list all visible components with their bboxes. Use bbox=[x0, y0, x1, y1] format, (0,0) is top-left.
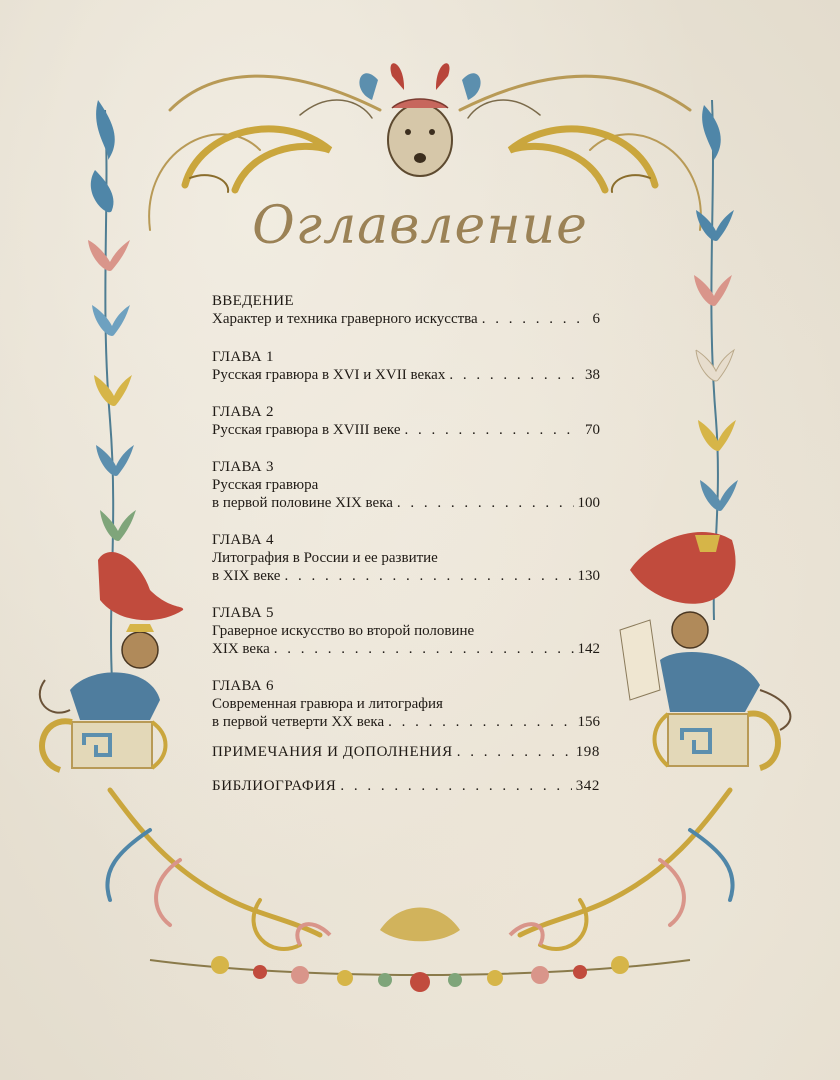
toc-entry-notes[interactable] bbox=[212, 743, 600, 761]
toc-line bbox=[212, 366, 600, 384]
toc-line bbox=[212, 567, 600, 585]
page-number: 38 bbox=[585, 367, 600, 383]
toc-line bbox=[212, 421, 600, 439]
leader-dots bbox=[388, 713, 573, 731]
right-pedestal bbox=[655, 714, 778, 768]
leader-dots bbox=[482, 310, 589, 328]
toc-line bbox=[212, 713, 600, 731]
page-number: 142 bbox=[577, 641, 600, 657]
toc-heading: ГЛАВА 1 bbox=[212, 349, 274, 365]
page-number: 198 bbox=[575, 744, 600, 760]
page-title: Оглавление bbox=[252, 196, 588, 256]
bottom-flower-garland bbox=[150, 908, 690, 993]
leader-dots bbox=[449, 366, 581, 384]
toc-heading: ГЛАВА 4 bbox=[212, 532, 274, 548]
leader-dots bbox=[397, 494, 574, 512]
toc-heading: ГЛАВА 3 bbox=[212, 459, 274, 475]
toc-entry-title-line-1: Современная гравюра и литография bbox=[212, 696, 443, 712]
toc-entry-title: Русская гравюра в XVI и XVII веках bbox=[212, 367, 446, 383]
toc-entry-chapter-2[interactable] bbox=[212, 403, 600, 439]
toc-heading: ГЛАВА 6 bbox=[212, 678, 274, 694]
page-number: 70 bbox=[585, 422, 600, 438]
toc-line bbox=[212, 640, 600, 658]
toc-entry-chapter-4[interactable] bbox=[212, 531, 600, 585]
table-of-contents bbox=[212, 292, 600, 795]
leader-dots bbox=[340, 777, 571, 795]
toc-entry-title-line-1: Литография в России и ее развитие bbox=[212, 550, 438, 566]
toc-heading: ВВЕДЕНИЕ bbox=[212, 293, 294, 309]
toc-entry-title-line-1: Русская гравюра bbox=[212, 477, 319, 493]
toc-entry-title-line-2: XIX века bbox=[212, 641, 270, 657]
page-number: 6 bbox=[592, 311, 600, 327]
toc-entry-title-line-2: в XIX веке bbox=[212, 568, 281, 584]
page-number: 130 bbox=[577, 568, 600, 584]
toc-line bbox=[212, 494, 600, 512]
toc-entry-title: Характер и техника граверного искусства bbox=[212, 311, 478, 327]
toc-line bbox=[212, 310, 600, 328]
toc-line bbox=[212, 777, 600, 795]
leader-dots bbox=[284, 567, 573, 585]
toc-entry-title: БИБЛИОГРАФИЯ bbox=[212, 778, 337, 794]
page-number: 100 bbox=[577, 495, 600, 511]
toc-line bbox=[212, 743, 600, 761]
toc-entry-title: ПРИМЕЧАНИЯ И ДОПОЛНЕНИЯ bbox=[212, 744, 453, 760]
toc-entry-bibliography[interactable] bbox=[212, 777, 600, 795]
right-monkey-figure bbox=[620, 532, 790, 730]
leader-dots bbox=[405, 421, 582, 439]
leader-dots bbox=[457, 743, 572, 761]
toc-heading: ГЛАВА 5 bbox=[212, 605, 274, 621]
page-number: 156 bbox=[577, 714, 600, 730]
toc-entry-chapter-1[interactable] bbox=[212, 348, 600, 384]
toc-entry-chapter-3[interactable] bbox=[212, 458, 600, 512]
page-number: 342 bbox=[575, 778, 600, 794]
toc-entry-title-line-2: в первой половине XIX века bbox=[212, 495, 393, 511]
toc-entry-chapter-5[interactable] bbox=[212, 604, 600, 658]
toc-entry-introduction[interactable] bbox=[212, 292, 600, 328]
toc-entry-title-line-1: Граверное искусство во второй половине bbox=[212, 623, 475, 639]
left-pedestal bbox=[42, 721, 165, 770]
leader-dots bbox=[274, 640, 574, 658]
toc-entry-chapter-6[interactable] bbox=[212, 677, 600, 731]
toc-entry-title: Русская гравюра в XVIII веке bbox=[212, 422, 401, 438]
toc-entry-title-line-2: в первой четверти XX века bbox=[212, 714, 385, 730]
mask-ornament bbox=[359, 63, 480, 176]
toc-heading: ГЛАВА 2 bbox=[212, 404, 274, 420]
